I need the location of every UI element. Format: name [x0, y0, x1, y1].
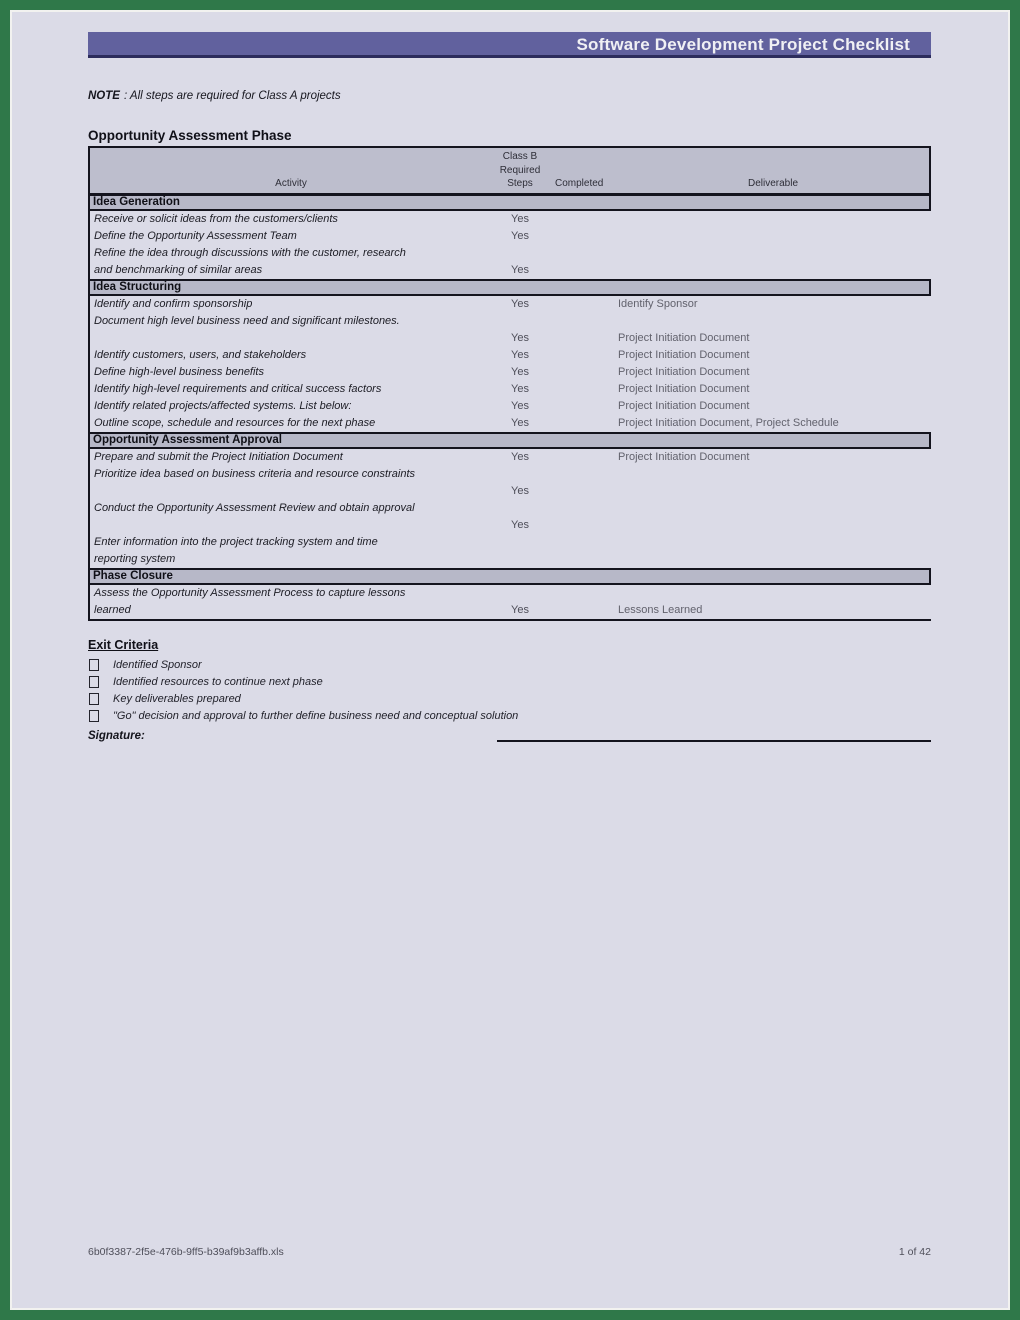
table-row — [88, 551, 931, 568]
completed-cell — [548, 602, 617, 619]
deliverable-cell: Lessons Learned — [618, 603, 703, 616]
column-header-steps-line: Steps — [507, 178, 533, 189]
activity-cell — [90, 483, 492, 500]
steps-cell — [492, 551, 548, 568]
deliverable-cell — [617, 500, 931, 517]
exit-criteria-heading: Exit Criteria — [88, 637, 159, 652]
checkbox[interactable] — [89, 710, 99, 722]
table-row — [88, 245, 931, 262]
activity-cell — [90, 330, 492, 347]
table-row — [88, 347, 931, 364]
activity-cell: reporting system — [94, 552, 176, 565]
steps-cell: Yes — [511, 365, 529, 378]
table-row — [88, 415, 931, 432]
completed-cell — [548, 585, 617, 602]
deliverable-cell: Project Initiation Document — [618, 348, 750, 361]
completed-cell — [548, 449, 617, 466]
steps-cell — [492, 585, 548, 602]
deliverable-cell: Project Initiation Document — [618, 450, 750, 463]
steps-cell: Yes — [511, 229, 529, 242]
activity-cell: Prioritize idea based on business criteria and resource constraints — [94, 467, 415, 480]
activity-cell: Prepare and submit the Project Initiation Document — [94, 450, 343, 463]
table-row — [88, 364, 931, 381]
exit-criteria-list — [88, 657, 931, 725]
checkbox[interactable] — [89, 693, 99, 705]
activity-cell: Identify and confirm sponsorship — [94, 297, 253, 310]
exit-criteria-item — [88, 657, 931, 674]
table-row — [88, 381, 931, 398]
deliverable-cell — [617, 517, 931, 534]
completed-cell — [548, 330, 617, 347]
steps-cell: Yes — [511, 331, 529, 344]
table-row — [88, 517, 931, 534]
checkbox[interactable] — [89, 676, 99, 688]
activity-cell: Refine the idea through discussions with the customer, research — [94, 246, 406, 259]
table-row — [88, 211, 931, 228]
column-header-activity: Activity — [275, 178, 307, 189]
deliverable-cell: Project Initiation Document, Project Schedule — [618, 416, 839, 429]
deliverable-cell: Project Initiation Document — [618, 365, 750, 378]
deliverable-cell — [617, 228, 931, 245]
column-header-steps-line: Required — [499, 164, 541, 176]
activity-cell: Outline scope, schedule and resources for the next phase — [94, 416, 376, 429]
completed-cell — [548, 296, 617, 313]
steps-cell: Yes — [511, 399, 529, 412]
activity-cell: Identify customers, users, and stakeholders — [94, 348, 307, 361]
section-header: Opportunity Assessment Approval — [88, 432, 931, 449]
deliverable-cell — [617, 313, 931, 330]
column-header-steps-line: Class B — [502, 151, 538, 162]
deliverable-cell — [617, 245, 931, 262]
completed-cell — [548, 245, 617, 262]
note-line — [88, 89, 931, 103]
exit-criteria-section — [88, 638, 931, 742]
column-header-steps — [492, 150, 548, 191]
completed-cell — [548, 228, 617, 245]
activity-cell: Receive or solicit ideas from the customers/clients — [94, 212, 338, 225]
activity-cell — [90, 517, 492, 534]
activity-cell: Assess the Opportunity Assessment Process to capture lessons — [94, 586, 406, 599]
deliverable-cell — [617, 551, 931, 568]
table-row — [88, 398, 931, 415]
section-header: Phase Closure — [88, 568, 931, 585]
steps-cell: Yes — [511, 212, 529, 225]
deliverable-cell — [617, 262, 931, 279]
exit-criteria-item-label: Identified Sponsor — [113, 659, 202, 671]
table-row — [88, 585, 931, 602]
activity-cell: Identify related projects/affected systems. List below: — [94, 399, 352, 412]
steps-cell — [492, 534, 548, 551]
activity-cell: learned — [94, 603, 131, 616]
table-row — [88, 466, 931, 483]
table-row — [88, 313, 931, 330]
deliverable-cell — [617, 211, 931, 228]
completed-cell — [548, 364, 617, 381]
column-header-completed: Completed — [555, 178, 604, 189]
steps-cell: Yes — [511, 297, 529, 310]
steps-cell: Yes — [511, 416, 529, 429]
deliverable-cell — [617, 534, 931, 551]
completed-cell — [548, 500, 617, 517]
title-bar — [88, 32, 931, 58]
table-header-row — [88, 146, 931, 194]
deliverable-cell — [617, 466, 931, 483]
footer-filename: 6b0f3387-2f5e-476b-9ff5-b39af9b3affb.xls — [88, 1246, 284, 1258]
table-row — [88, 534, 931, 551]
signature-row — [88, 726, 931, 742]
steps-cell — [492, 466, 548, 483]
steps-cell: Yes — [511, 348, 529, 361]
completed-cell — [548, 517, 617, 534]
steps-cell: Yes — [511, 603, 529, 616]
steps-cell — [492, 245, 548, 262]
steps-cell — [492, 500, 548, 517]
activity-cell: Define the Opportunity Assessment Team — [94, 229, 297, 242]
note-text: : All steps are required for Class A projects — [123, 90, 341, 102]
completed-cell — [548, 534, 617, 551]
completed-cell — [548, 211, 617, 228]
table-row — [88, 449, 931, 466]
completed-cell — [548, 262, 617, 279]
steps-cell: Yes — [511, 484, 529, 497]
steps-cell: Yes — [511, 263, 529, 276]
table-row — [88, 500, 931, 517]
deliverable-cell: Project Initiation Document — [618, 382, 750, 395]
table-row — [88, 602, 931, 619]
table-bottom-border — [88, 619, 931, 621]
completed-cell — [548, 466, 617, 483]
page-footer — [88, 1246, 931, 1258]
deliverable-cell: Project Initiation Document — [618, 399, 750, 412]
exit-criteria-item-label: Key deliverables prepared — [113, 693, 241, 705]
checklist-table — [88, 146, 931, 621]
document-page — [10, 10, 1010, 1310]
deliverable-cell — [617, 585, 931, 602]
deliverable-cell — [617, 483, 931, 500]
section-header: Idea Structuring — [88, 279, 931, 296]
exit-criteria-item — [88, 691, 931, 708]
steps-cell: Yes — [511, 518, 529, 531]
completed-cell — [548, 347, 617, 364]
table-row — [88, 330, 931, 347]
section-header: Idea Generation — [88, 194, 931, 211]
exit-criteria-item-label: "Go" decision and approval to further define business need and conceptual solution — [113, 710, 519, 722]
completed-cell — [548, 415, 617, 432]
table-row — [88, 483, 931, 500]
page-title: Software Development Project Checklist — [576, 35, 910, 54]
steps-cell — [492, 313, 548, 330]
table-row — [88, 262, 931, 279]
exit-criteria-item — [88, 708, 931, 725]
column-header-deliverable: Deliverable — [747, 178, 799, 189]
activity-cell: Enter information into the project tracking system and time — [94, 535, 378, 548]
table-row — [88, 296, 931, 313]
steps-cell: Yes — [511, 382, 529, 395]
completed-cell — [548, 551, 617, 568]
completed-cell — [548, 398, 617, 415]
steps-cell: Yes — [511, 450, 529, 463]
completed-cell — [548, 483, 617, 500]
phase-heading: Opportunity Assessment Phase — [88, 128, 292, 143]
activity-cell: Identify high-level requirements and critical success factors — [94, 382, 382, 395]
activity-cell: and benchmarking of similar areas — [94, 263, 263, 276]
activity-cell: Document high level business need and significant milestones. — [94, 314, 400, 327]
activity-cell: Define high-level business benefits — [94, 365, 264, 378]
deliverable-cell: Project Initiation Document — [618, 331, 750, 344]
checkbox[interactable] — [89, 659, 99, 671]
exit-criteria-item-label: Identified resources to continue next phase — [113, 676, 323, 688]
footer-page-number: 1 of 42 — [898, 1246, 931, 1258]
exit-criteria-item — [88, 674, 931, 691]
completed-cell — [548, 381, 617, 398]
signature-label: Signature: — [88, 729, 145, 742]
note-label: NOTE — [88, 90, 120, 102]
completed-cell — [548, 313, 617, 330]
table-row — [88, 228, 931, 245]
activity-cell: Conduct the Opportunity Assessment Review and obtain approval — [94, 501, 415, 514]
deliverable-cell: Identify Sponsor — [618, 297, 698, 310]
signature-line[interactable] — [497, 728, 931, 742]
